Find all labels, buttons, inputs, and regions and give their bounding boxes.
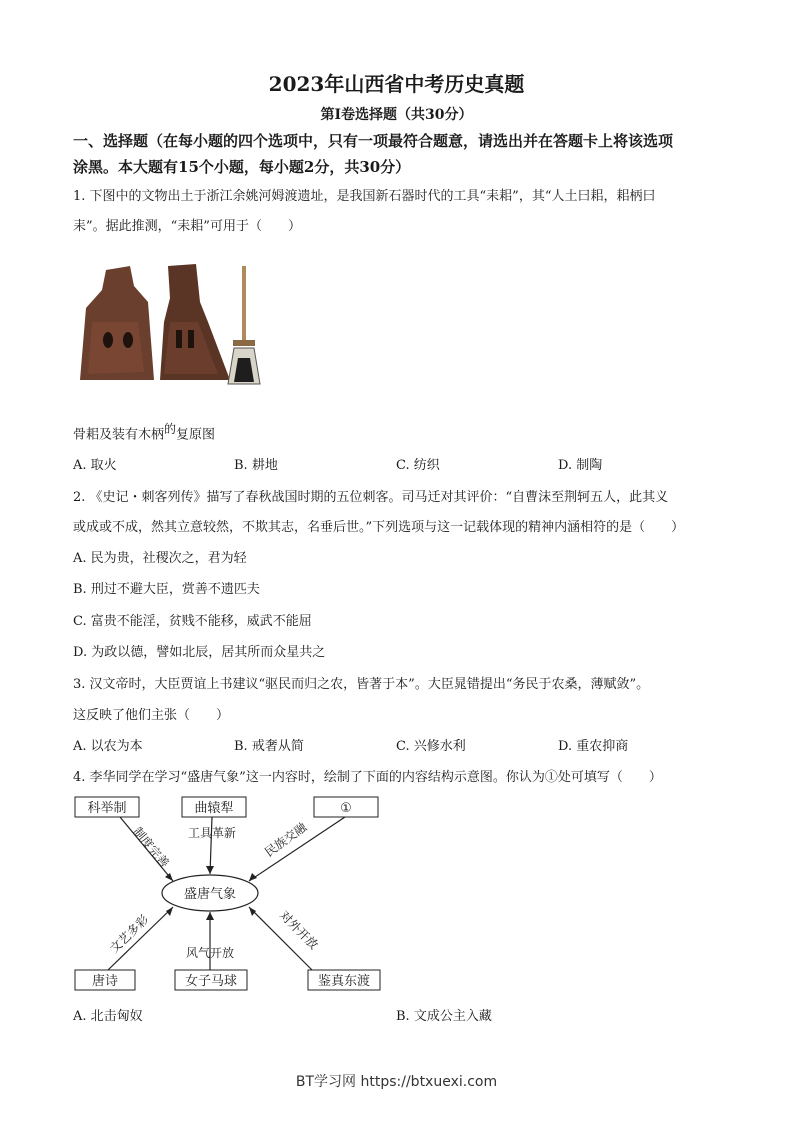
q4-stem-line1: 4. 李华同学在学习“盛唐气象”这一内容时，绘制了下面的内容结构示意图。你认为①处可填写（ ） (73, 770, 662, 785)
diagram-label-duiwai: 对外开放 (276, 908, 321, 953)
q3-option-d[interactable]: D. 重农抑商 (558, 739, 629, 754)
q3-stem-line2: 这反映了他们主张（ ） (73, 708, 230, 723)
q1-option-b[interactable]: B. 耕地 (234, 458, 278, 473)
diagram-label-zhidu: 制度完善 (130, 824, 172, 871)
q3-option-c[interactable]: C. 兴修水利 (396, 739, 466, 754)
diagram-box-blank: ① (340, 801, 352, 816)
diagram-box-keju: 科举制 (87, 801, 127, 816)
q3-stem-line1: 3. 汉文帝时，大臣贾谊上书建议“驱民而归之农，皆著于本”。大臣晁错提出“务民于农桑，薄赋敛”。 (73, 677, 650, 692)
diagram-box-tangshi: 唐诗 (91, 974, 119, 989)
q1-stem-line1: 1. 下图中的文物出土于浙江余姚河姆渡遗址，是我国新石器时代的工具“耒耜”，其“人土曰耜，耜柄曰 (73, 189, 656, 204)
q3-option-a[interactable]: A. 以农为本 (73, 739, 143, 754)
diagram-label-fengqi: 风气开放 (185, 946, 235, 960)
diagram-box-maqiu: 女子马球 (184, 974, 238, 989)
q4-option-a[interactable]: A. 北击匈奴 (73, 1009, 143, 1024)
tang-structure-diagram (60, 785, 400, 1000)
q2-option-b[interactable]: B. 刑过不避大臣，赏善不遗匹夫 (73, 582, 260, 597)
diagram-box-jianzhen: 鉴真东渡 (317, 974, 371, 989)
q4-option-b[interactable]: B. 文成公主入藏 (396, 1009, 492, 1024)
q1-option-d[interactable]: D. 制陶 (558, 458, 603, 473)
q2-stem-line2: 或成或不成，然其立意较然，不欺其志，名垂后世。”下列选项与这一记载体现的精神内涵相符的是（ ） (73, 520, 685, 535)
q2-option-c[interactable]: C. 富贵不能淫，贫贱不能移，威武不能屈 (73, 614, 312, 629)
part-title: 第I卷选择题（共30分） (320, 107, 473, 123)
page-footer: BT学习网 https://btxuexi.com (295, 1074, 498, 1090)
bone-spade-image (78, 262, 268, 392)
q2-stem-line1: 2. 《史记・刺客列传》描写了春秋战国时期的五位刺客。司马迁对其评价：“自曹沫至荆轲五人，此其义 (73, 490, 669, 505)
section-instructions-line2: 涂黑。本大题有15个小题，每小题2分，共30分） (73, 158, 411, 176)
q3-option-b[interactable]: B. 戒奢从简 (234, 739, 304, 754)
diagram-label-wenyi: 文艺多彩 (107, 912, 152, 956)
diagram-center-label: 盛唐气象 (183, 887, 237, 902)
diagram-label-gongju: 工具革新 (187, 826, 237, 840)
q2-option-a[interactable]: A. 民为贵，社稷次之，君为轻 (73, 551, 247, 566)
diagram-label-minzu: 民族交融 (262, 819, 310, 860)
q1-option-c[interactable]: C. 纺织 (396, 458, 440, 473)
q1-image-caption: 骨耜及装有木柄$^的$复原图 (73, 422, 216, 443)
page-title: 2023年山西省中考历史真题 (268, 72, 525, 96)
section-instructions-line1: 一、选择题（在每小题的四个选项中，只有一项最符合题意，请选出并在答题卡上将该选项 (73, 132, 674, 150)
diagram-box-quyuanli: 曲辕犁 (194, 801, 234, 816)
q1-stem-line2: 耒”。据此推测，“耒耜”可用于（ ） (73, 219, 301, 234)
q1-option-a[interactable]: A. 取火 (73, 458, 117, 473)
q2-option-d[interactable]: D. 为政以德，譬如北辰，居其所而众星共之 (73, 645, 326, 660)
